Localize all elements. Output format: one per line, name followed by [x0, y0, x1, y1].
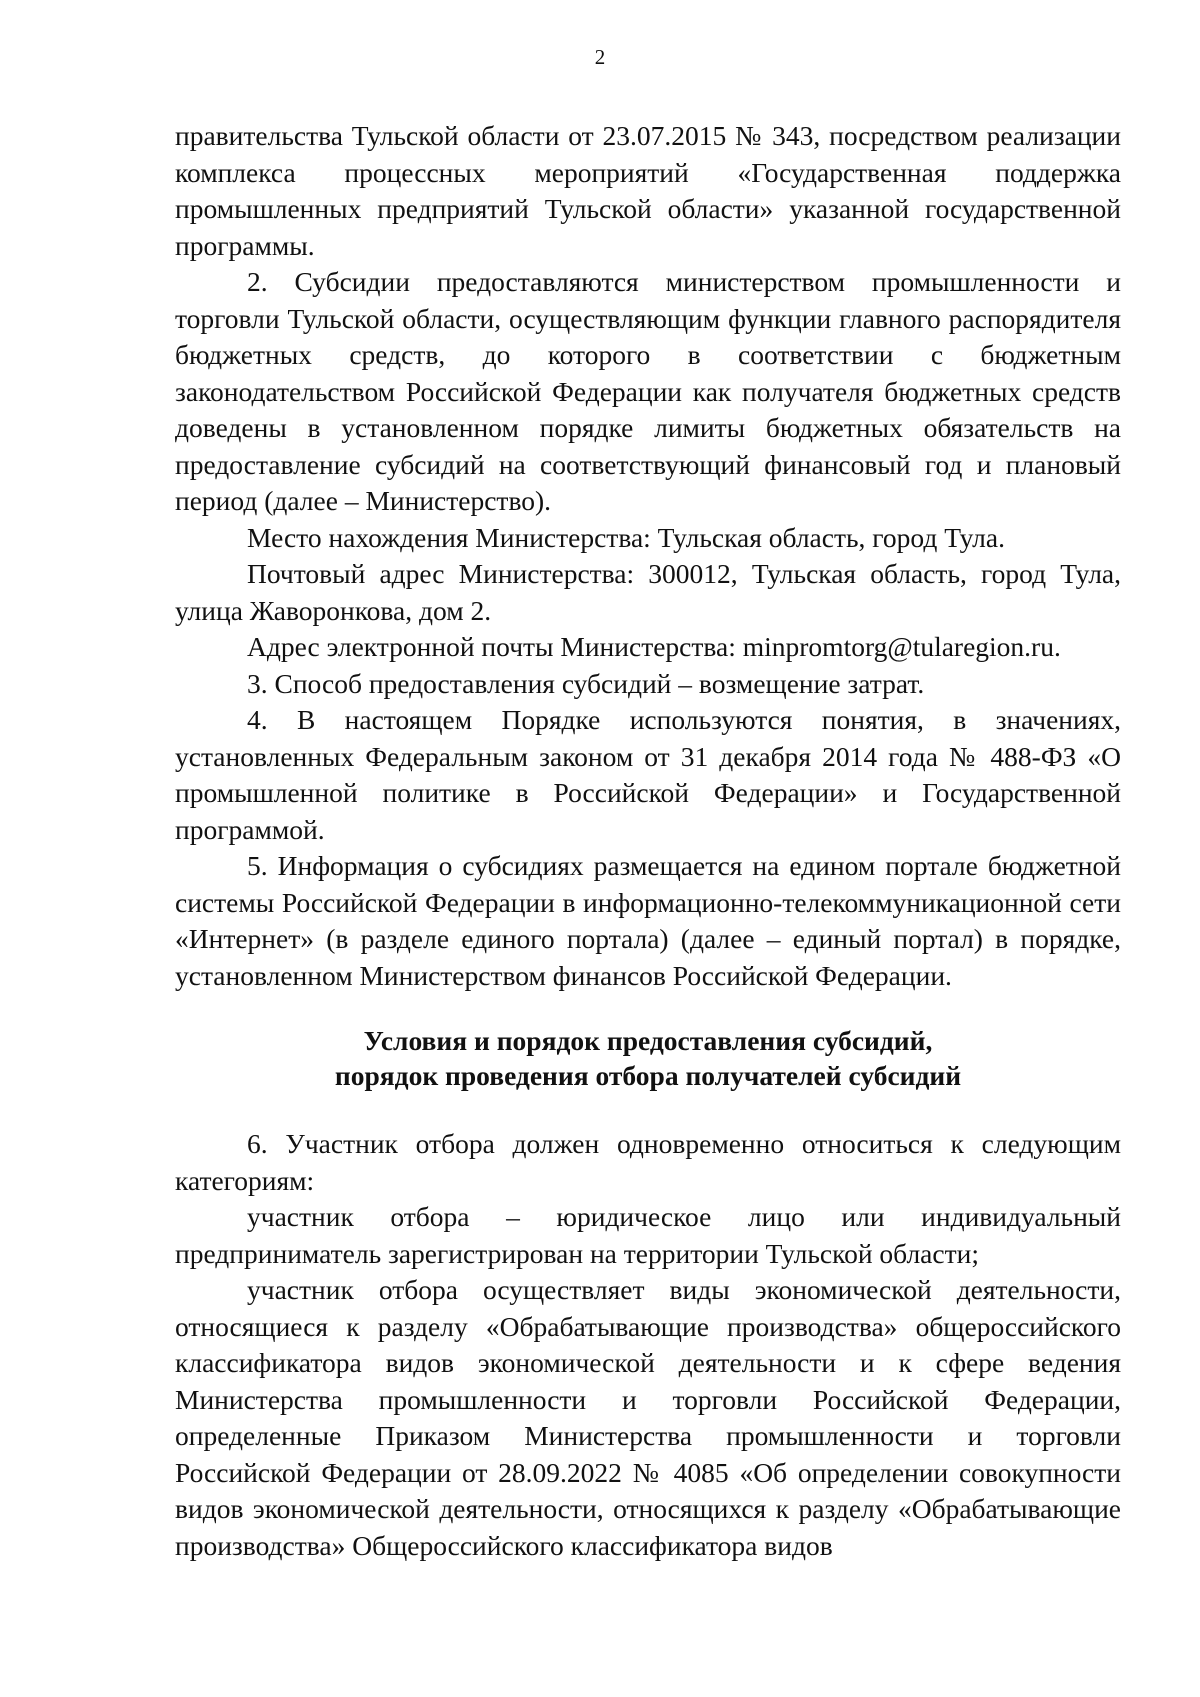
paragraph-item-3: 3. Способ предоставления субсидий – возмещение затрат.: [247, 667, 925, 699]
paragraph-item-6: 6. Участник отбора должен одновременно относиться к следующим категориям:: [175, 1128, 1121, 1196]
paragraph-continuation: правительства Тульской области от 23.07.2015 № 343, посредством реализации комплекса процессных мероприятий «Государственная поддержка промышленных предприятий Тульской области» указанной государственной программы.: [175, 120, 1121, 261]
paragraph-email-address: Адрес электронной почты Министерства: minpromtorg@tularegion.ru.: [247, 631, 1061, 662]
paragraph-criterion-registration: участник отбора – юридическое лицо или индивидуальный предприниматель зарегистрирован на территории Тульской области;: [175, 1201, 1121, 1269]
page-number: 2: [594, 45, 606, 69]
document-body: [175, 118, 1121, 1564]
paragraph-criterion-activity: участник отбора осуществляет виды экономической деятельности, относящиеся к разделу «Обрабатывающие производства» общероссийского классификатора видов экономической деятельности и к сфере ведения Министерства промышленности и торговли Российской Федерации, определенные Приказом Министерства промышленности и торговли Российской Федерации от 28.09.2022 № 4085 «Об определении совокупности видов экономической деятельности, относящихся к разделу «Обрабатывающие производства» Общероссийского классификатора видов: [175, 1274, 1121, 1561]
paragraph-item-2: 2. Субсидии предоставляются министерством промышленности и торговли Тульской области, осуществляющим функции главного распорядителя бюджетных средств, до которого в соответствии с бюджетным законодательством Российской Федерации как получателя бюджетных средств доведены в установленном порядке лимиты бюджетных обязательств на предоставление субсидий на соответствующий финансовый год и плановый период (далее – Министерство).: [175, 266, 1121, 516]
paragraph-ministry-location: Место нахождения Министерства: Тульская область, город Тула.: [247, 521, 1005, 553]
paragraph-postal-address: Почтовый адрес Министерства: 300012, Тульская область, город Тула, улица Жаворонкова, дом 2.: [175, 558, 1121, 626]
section-heading-line-2: порядок проведения отбора получателей субсидий: [334, 1060, 962, 1091]
section-heading: [175, 1023, 1121, 1093]
paragraph-item-4: 4. В настоящем Порядке используются понятия, в значениях, установленных Федеральным законом от 31 декабря 2014 года № 488-ФЗ «О промышленной политике в Российской Федерации» и Государственной программой.: [175, 704, 1121, 845]
paragraph-item-5: 5. Информация о субсидиях размещается на едином портале бюджетной системы Российской Федерации в информационно-телекоммуникационной сети «Интернет» (в разделе единого портала) (далее – единый портал) в порядке, установленном Министерством финансов Российской Федерации.: [175, 850, 1121, 991]
section-heading-line-1: Условия и порядок предоставления субсидий,: [363, 1025, 933, 1056]
